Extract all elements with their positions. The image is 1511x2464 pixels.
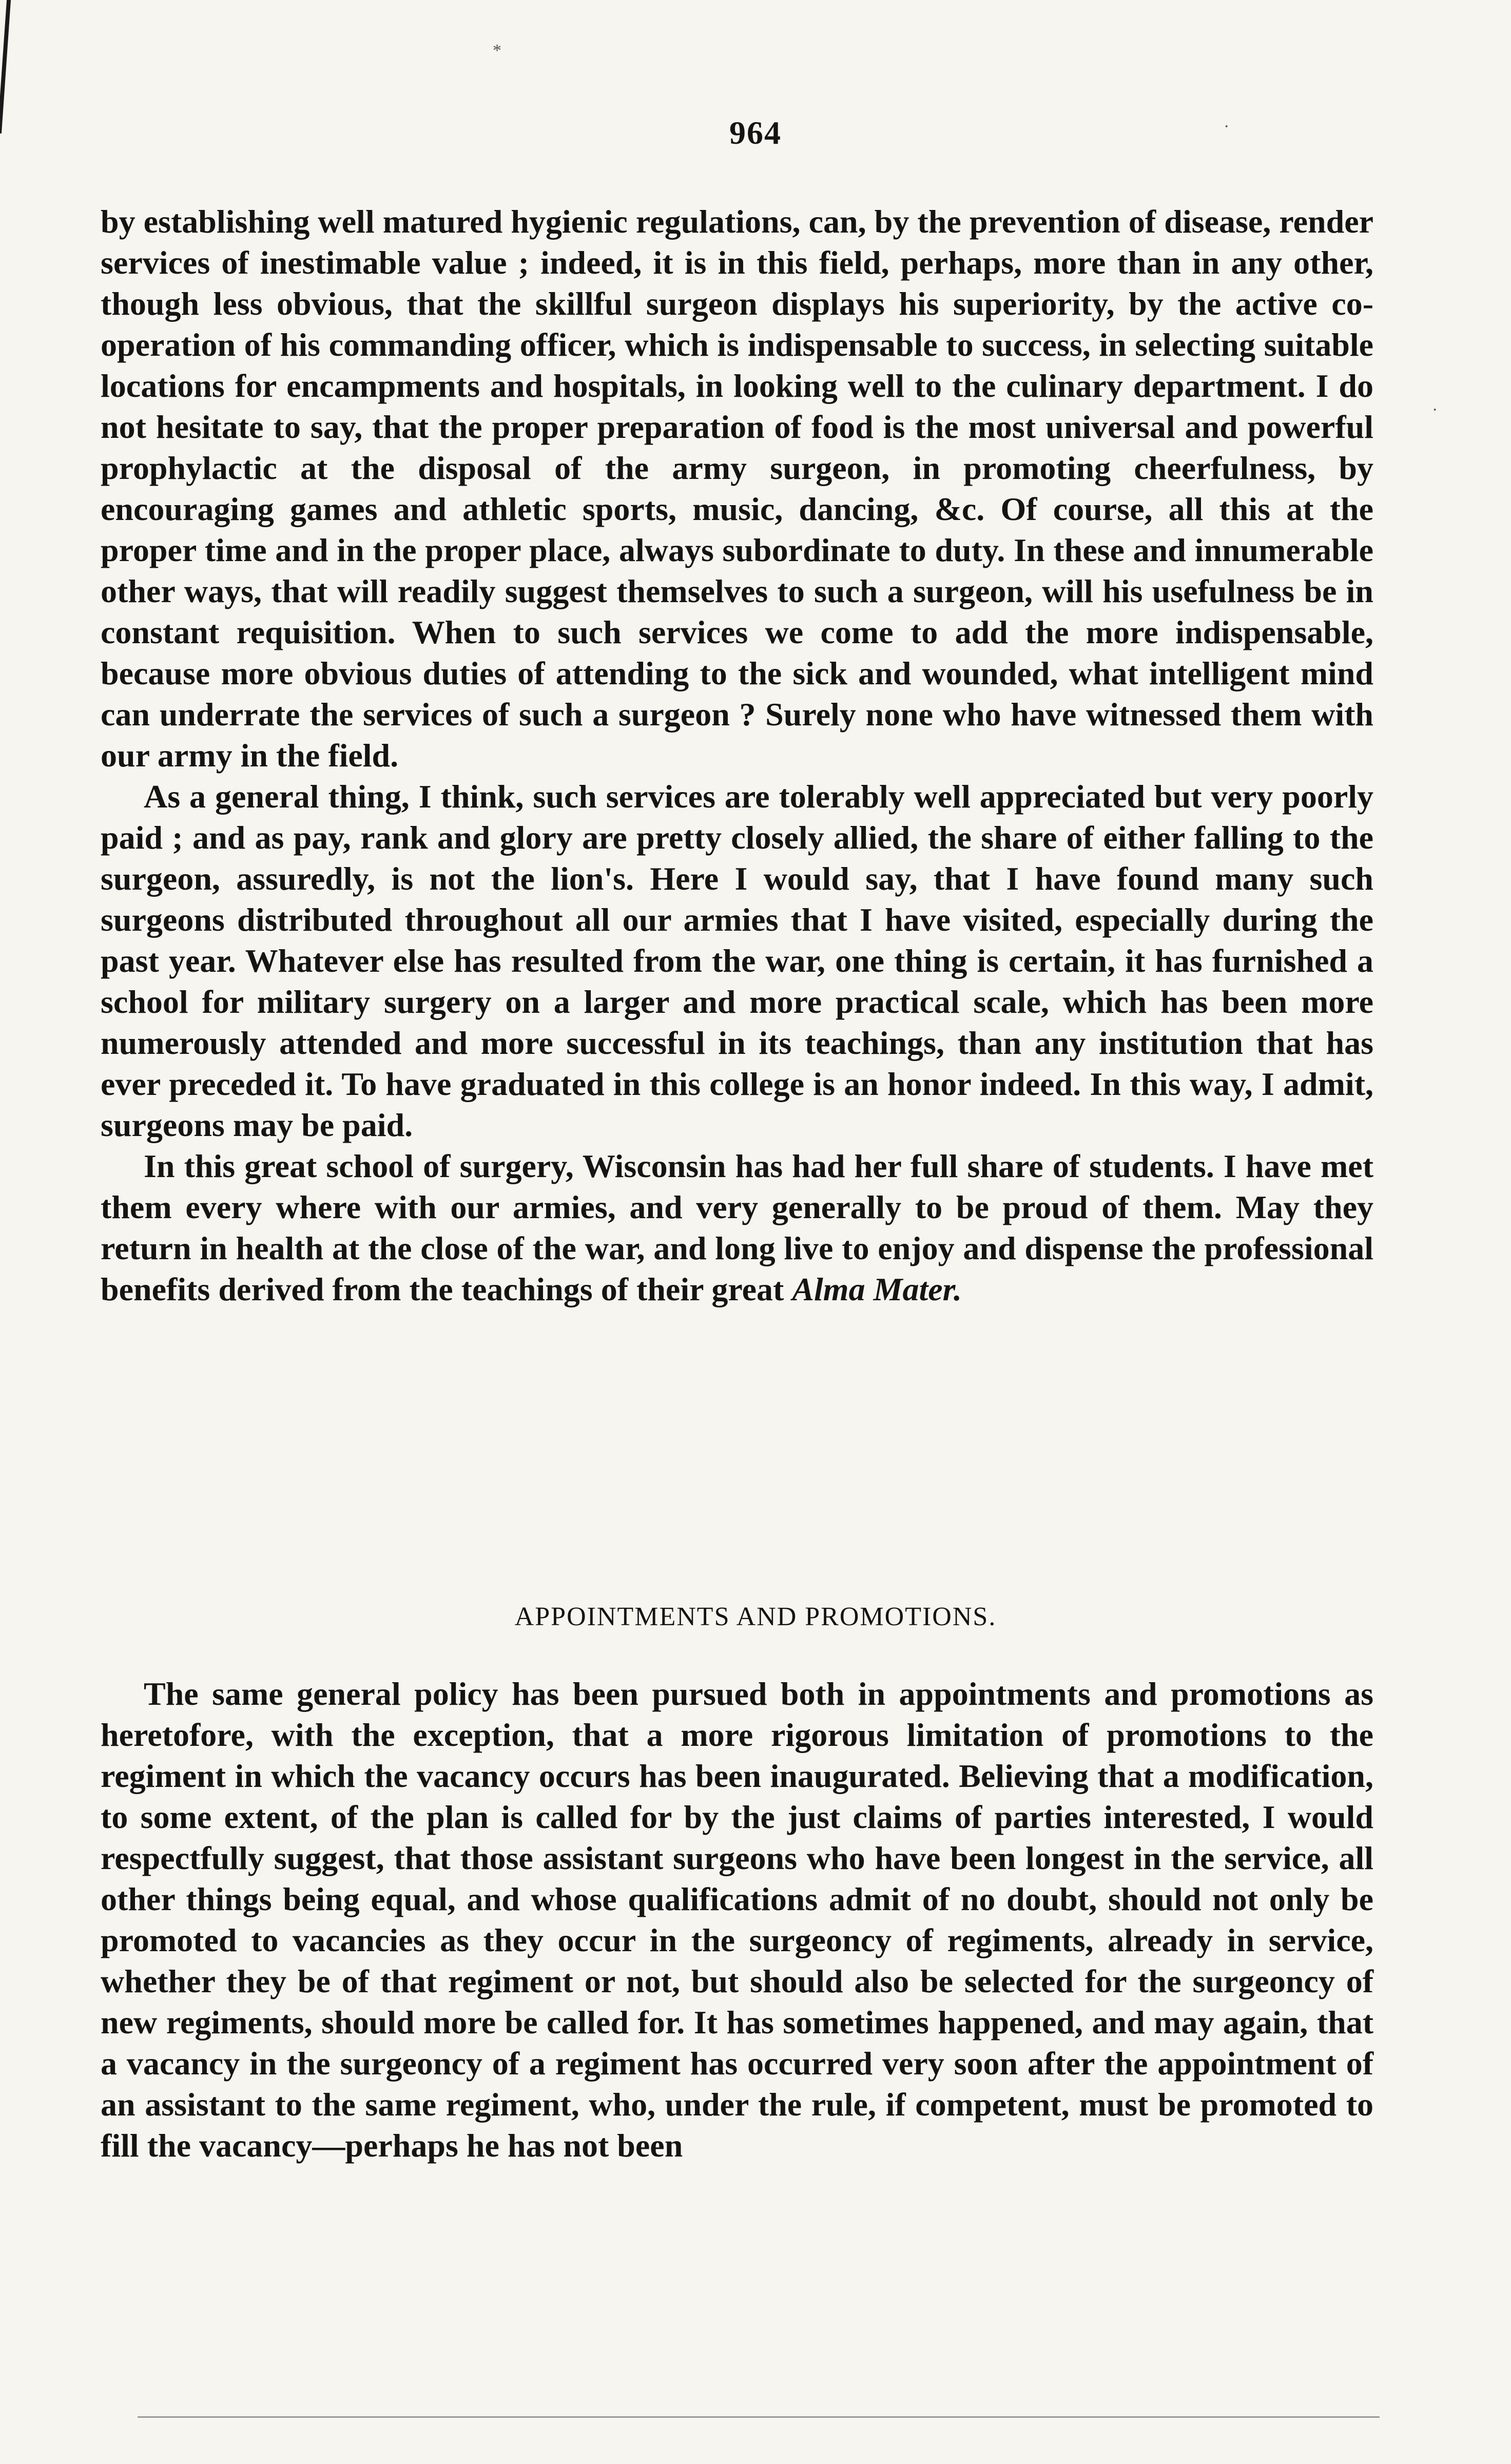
print-speck: · <box>1432 400 1438 419</box>
alma-mater-phrase: Alma Mater. <box>792 1271 962 1307</box>
paragraph-wisconsin-students <box>101 1146 1373 1310</box>
paragraph-hygiene: by establishing well matured hygienic regulations, can, by the prevention of disease, render services of inestimable value ; indeed, it is in this field, perhaps, more than in any other, though less obvious, that the skillful surgeon displays his superiority, by the active co-operation of his commanding officer, which is indispensable to success, in selecting suitable locations for encampments and hospitals, in looking well to the culinary department. I do not hesitate to say, that the proper preparation of food is the most universal and powerful prophylactic at the disposal of the army surgeon, in promoting cheerfulness, by encouraging games and athletic sports, music, dancing, &c. Of course, all this at the proper time and in the proper place, always subordinate to duty. In these and innumerable other ways, that will readily suggest themselves to such a surgeon, will his usefulness be in constant requisition. When to such services we come to add the more indispensable, because more obvious duties of attending to the sick and wounded, what intelligent mind can underrate the services of such a surgeon ? Surely none who have witnessed them with our army in the field. <box>101 203 1373 774</box>
page-number: 964 <box>729 114 782 151</box>
section-heading: APPOINTMENTS AND PROMOTIONS. <box>514 1602 997 1631</box>
print-speck: · <box>1224 117 1230 136</box>
paragraph-appointments: The same general policy has been pursued both in appointments and promotions as heretofore, with the exception, that a more rigorous limitation of promotions to the regiment in which the vacancy occurs has been inaugurated. Believing that a modification, to some extent, of the plan is called for by the just claims of parties interested, I would respectfully suggest, that those assistant surgeons who have been longest in the service, all other things being equal, and whose qualifications admit of no doubt, should not only be promoted to vacancies as they occur in the surgeoncy of regiments, already in service, whether they be of that regiment or not, but should also be selected for the surgeoncy of new regiments, should more be called for. It has sometimes happened, and may again, that a vacancy in the surgeoncy of a regiment has occurred very soon after the appointment of an assistant to the same regiment, who, under the rule, if competent, must be promoted to fill the vacancy—perhaps he has not been <box>101 1676 1373 2164</box>
body-text-bottom <box>101 1673 1373 2166</box>
body-text-top <box>101 201 1373 1310</box>
page-bottom-rule <box>138 2416 1380 2418</box>
paragraph-wisconsin-text: In this great school of surgery, Wisconsin has had her full share of students. I have met them every where with our armies, and very generally to be proud of them. May they return in health at the close of the war, and long live to enjoy and dispense the professional benefits derived from the teachings of their great <box>101 1148 1373 1307</box>
paragraph-surgeon-pay: As a general thing, I think, such services are tolerably well appreciated but very poorly paid ; and as pay, rank and glory are pretty closely allied, the share of either falling to the surgeon, assuredly, is not the lion's. Here I would say, that I have found many such surgeons distributed throughout all our armies that I have visited, especially during the past year. Whatever else has resulted from the war, one thing is certain, it has furnished a school for military surgery on a larger and more practical scale, which has been more numerously attended and more successful in its teachings, than any institution that has ever preceded it. To have graduated in this college is an honor indeed. In this way, I admit, surgeons may be paid. <box>101 778 1373 1143</box>
page-edge-mark <box>0 0 11 133</box>
print-speck: * <box>493 41 501 60</box>
